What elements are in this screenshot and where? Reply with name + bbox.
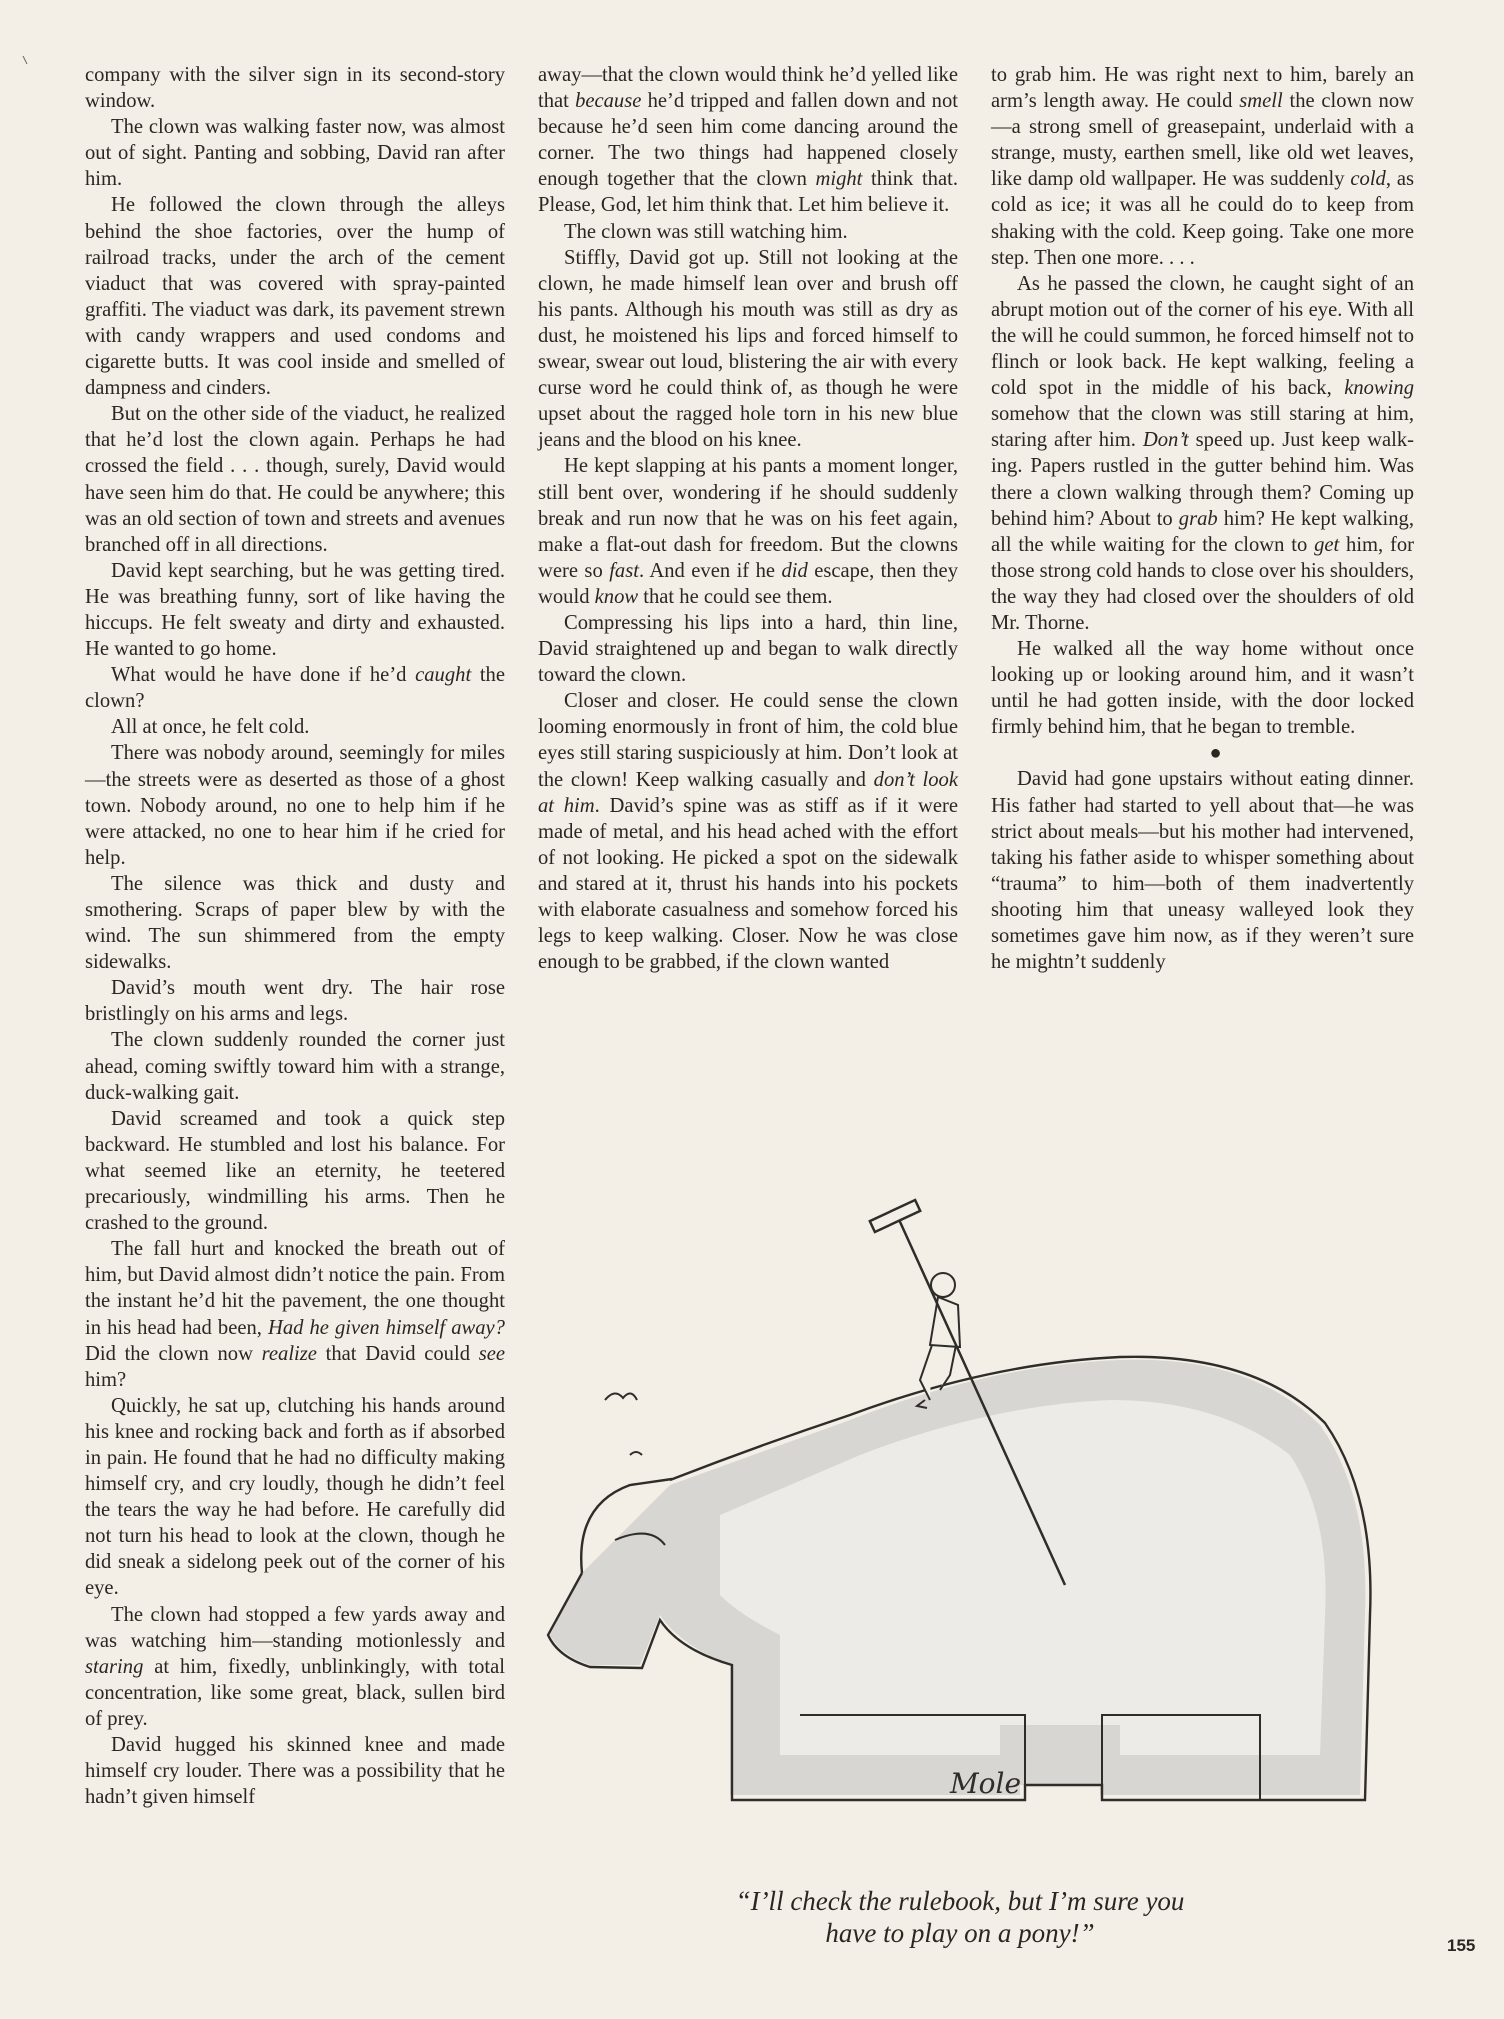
paragraph: to grab him. He was right next to him, barely an arm’s length away. He could smell the clown now—a strong smell of greasepaint, underlaid with a strange, musty, earthen smell, like old wet leaves, like damp old wallpaper. He was suddenly cold, as cold as ice; it was all he could do to keep from shaking with the cold. Keep going. Take one more step. Then one more. . . . xyxy=(991,64,1415,269)
paragraph: David kept searching, but he was getting tired. He was breathing funny, sort of like having the hiccups. He felt sweaty and dirty and exhausted. He wanted to go home. xyxy=(85,559,505,661)
caption-line-1: “I’ll check the rulebook, but I’m sure you xyxy=(735,1886,1185,1916)
emphasis: don’t look at him xyxy=(538,768,958,817)
emphasis: realize xyxy=(261,1342,317,1365)
page-number: 155 xyxy=(1447,1936,1476,1955)
cartoon-illustration xyxy=(520,1195,1410,1905)
paragraph: He followed the clown through the alleys behind the shoe factories, over the hump of railroad tracks, under the arch of the cement viaduct that was covered with spray-painted graffiti. The viaduct was dark, its pavement strewn with candy wrappers and used condoms and cigarette butts. It was cool inside and smelled of dampness and cinders. xyxy=(85,194,505,400)
text-column-2 xyxy=(538,62,958,975)
paragraph: He kept slapping at his pants a moment longer, still bent over, wondering if he should suddenly break and run now that he was on his feet again, make a flat-out dash for freedom. But the clowns were so fast. And even if he did escape, then they would know that he could see them. xyxy=(538,455,958,608)
emphasis: because xyxy=(575,90,642,113)
scan-mark xyxy=(22,56,28,64)
emphasis: staring xyxy=(85,1655,144,1678)
paragraph: David hugged his skinned knee and made himself cry louder. There was a possibility that he hadn’t given himself xyxy=(85,1734,505,1809)
paragraph: As he passed the clown, he caught sight of an abrupt motion out of the corner of his eye. With all the will he could summon, he forced himself not to flinch or look back. He kept walking, feeling a cold spot in the middle of his back, knowing somehow that the clown was still staring at him, staring after him. Don’t speed up. Just keep walking. Papers rustled in the gutter behind him. Was there a clown walking through them? Coming up behind him? About to grab him? He kept walking, all the while waiting for the clown to get him, for those strong cold hands to close over his shoulders, the way they had closed over the shoulders of old Mr. Thorne. xyxy=(991,272,1414,634)
emphasis: see xyxy=(478,1342,505,1365)
paragraph: David’s mouth went dry. The hair rose bristlingly on his arms and legs. xyxy=(85,977,505,1026)
paragraph: The clown had stopped a few yards away and was watching him—standing motionlessly and staring at him, fixedly, unblinkingly, with total concentration, like some great, black, sullen bird of prey. xyxy=(85,1603,505,1730)
paragraph: But on the other side of the viaduct, he realized that he’d lost the clown again. Perhaps he had crossed the field . . . though, surely, David would have seen him do that. He could be anywhere; this was an old section of town and streets and avenues branched off in all directions. xyxy=(85,403,505,556)
paragraph: David screamed and took a quick step backward. He stumbled and lost his balance. For what seemed like an eternity, he teetered precariously, windmilling his arms. Then he crashed to the ground. xyxy=(85,1107,505,1235)
paragraph: The clown was walking faster now, was almost out of sight. Panting and sobbing, David ran after him. xyxy=(85,116,505,191)
paragraph: He walked all the way home without once looking up or looking around him, and it wasn’t until he had gotten inside, with the door locked firmly behind him, that he began to tremble. xyxy=(991,638,1414,739)
emphasis: fast xyxy=(609,559,639,582)
paragraph: company with the silver sign in its second-story window. xyxy=(85,64,505,113)
paragraph: What would he have done if he’d caught the clown? xyxy=(85,664,505,713)
emphasis: Had he given himself away? xyxy=(267,1316,505,1339)
artist-signature: Mole xyxy=(950,1767,1022,1800)
text-column-3-part-2 xyxy=(991,766,1414,975)
emphasis: caught xyxy=(415,664,472,687)
rhino-small-horn xyxy=(605,1393,637,1400)
paragraph: All at once, he felt cold. xyxy=(111,716,310,739)
emphasis: grab xyxy=(1178,507,1218,530)
emphasis: did xyxy=(781,559,808,582)
emphasis: smell xyxy=(1239,90,1283,113)
paragraph: away—that the clown would think he’d yelled like that because he’d tripped and fallen down and not because he’d seen him come dancing around the corner. The two things had happened closely enough together that the clown might think that. Please, God, let him think that. Let him believe it. xyxy=(538,64,958,217)
paragraph: Compressing his lips into a hard, thin line, David straightened up and began to walk directly toward the clown. xyxy=(538,611,958,687)
cartoon-caption xyxy=(620,1885,1300,1949)
text-column-1 xyxy=(85,62,505,1810)
paragraph: The clown suddenly rounded the corner just ahead, coming swiftly toward him with a strange, duck-walking gait. xyxy=(85,1029,505,1104)
section-break-bullet: ● xyxy=(1209,742,1222,765)
paragraph: There was nobody around, seemingly for miles—the streets were as deserted as those of a ghost town. Nobody around, no one to help him if he were attacked, no one to hear him if he cried for help. xyxy=(85,742,505,869)
paragraph: Quickly, he sat up, clutching his hands around his knee and rocking back and forth as if absorbed in pain. He found that he had no difficulty making himself cry, and cry loudly, though he didn’t feel the tears the way he had before. He carefully did not turn his head to look at the clown, though he did sneak a sidelong peek out of the corner of his eye. xyxy=(85,1394,505,1600)
emphasis: Don’t xyxy=(1142,429,1189,452)
paragraph: The fall hurt and knocked the breath out of him, but David almost didn’t notice the pain. From the instant he’d hit the pavement, the one thought in his head had been, Had he given himself away? Did the clown now realize that David could see him? xyxy=(85,1238,505,1391)
emphasis: get xyxy=(1314,533,1340,556)
paragraph: The silence was thick and dusty and smothering. Scraps of paper blew by with the wind. The sun shimmered from the empty sidewalks. xyxy=(85,872,505,974)
paragraph: David had gone upstairs without eating dinner. His father had started to yell about that—he was strict about meals—but his mother had intervened, taking his father aside to whisper something about “trauma” to him—both of them inadvertently shooting him that uneasy walleyed look they sometimes gave him now, as if they weren’t sure he mightn’t suddenly xyxy=(991,768,1414,974)
rhino-polo-drawing xyxy=(520,1195,1410,1905)
text-column-3 xyxy=(991,62,1414,975)
paragraph: Stiffly, David got up. Still not looking at the clown, he made himself lean over and brush off his pants. Although his mouth was still as dry as dust, he moistened his lips and forced himself to swear, swear out loud, blistering the air with every curse word he could think of, as though he were upset about the ragged hole torn in his new blue jeans and the blood on his knee. xyxy=(538,246,958,452)
paragraph: The clown was still watching him. xyxy=(564,220,848,243)
emphasis: know xyxy=(594,585,639,608)
rhino-eye xyxy=(630,1452,642,1455)
paragraph: Closer and closer. He could sense the clown looming enormously in front of him, the cold blue eyes still staring suspiciously at him. Don’t look at the clown! Keep walking casually and don’t look at him. David’s spine was as stiff as if it were made of metal, and his head ached with the effort of not looking. He picked a spot on the sidewalk and stared at it, thrust his hands into his pockets with elaborate casualness and somehow forced his legs to keep walking. Closer. Now he was close enough to be grabbed, if the clown wanted xyxy=(538,690,958,974)
caption-line-2: have to play on a pony!” xyxy=(825,1918,1095,1948)
emphasis: might xyxy=(815,168,863,191)
text-column-3-part-1 xyxy=(991,62,1414,740)
emphasis: knowing xyxy=(1344,377,1414,400)
emphasis: cold xyxy=(1350,168,1386,191)
